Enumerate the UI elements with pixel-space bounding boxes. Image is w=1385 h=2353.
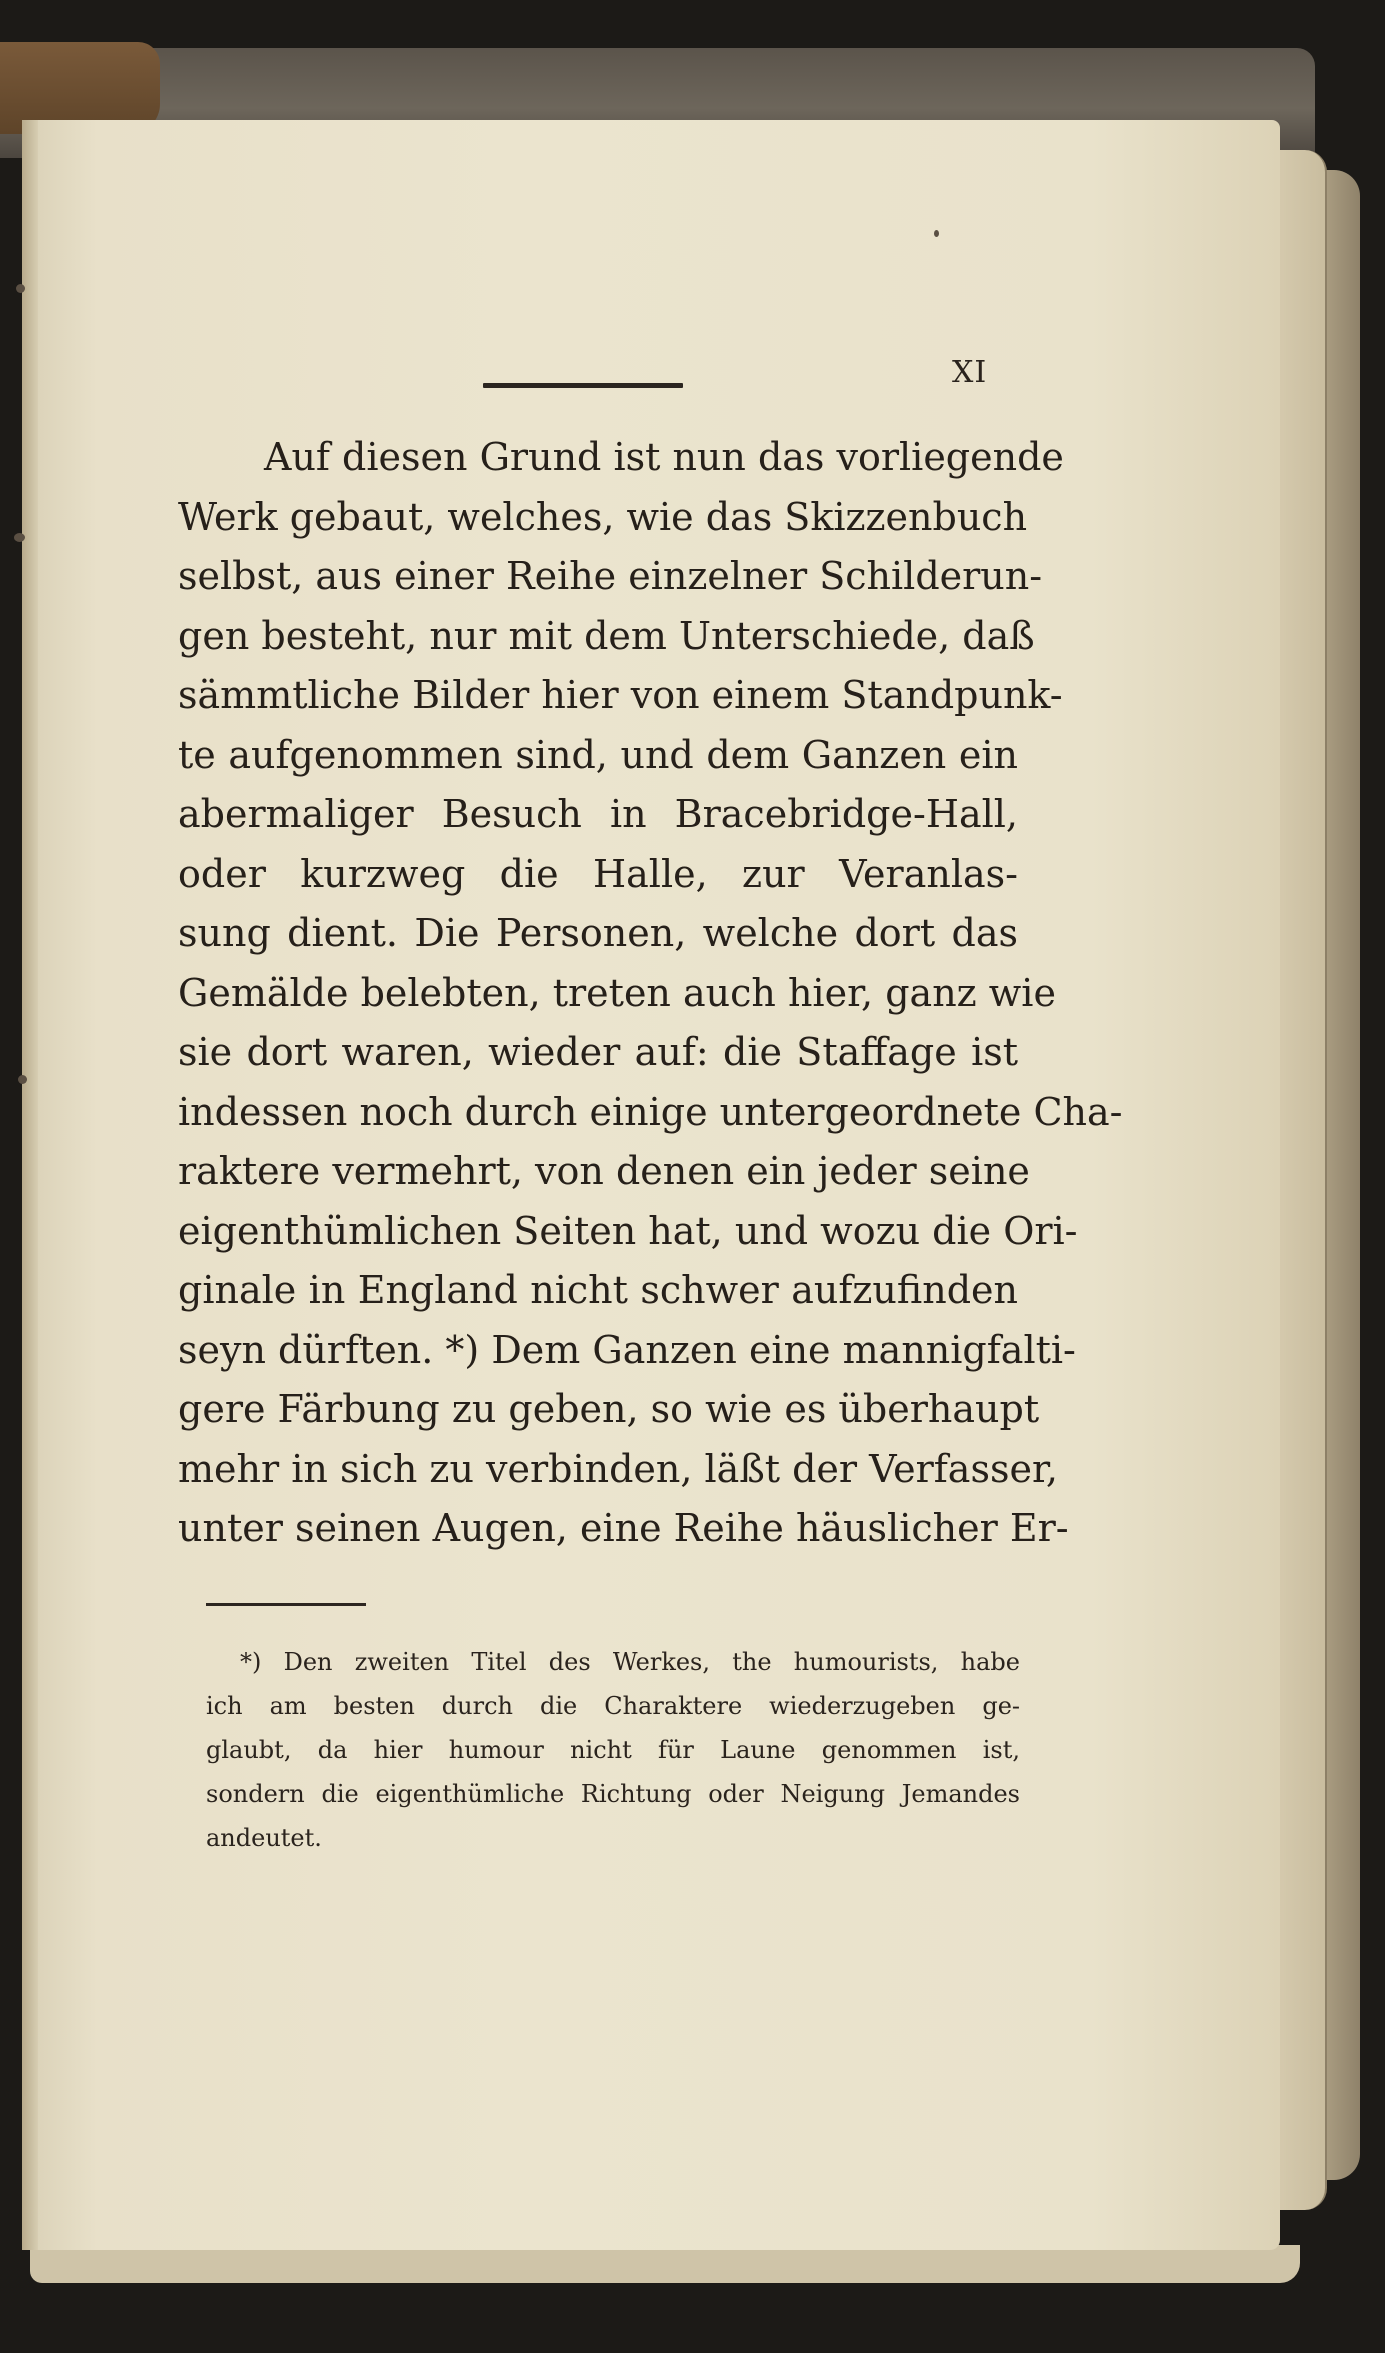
footnote-line: ich am besten durch die Charaktere wiederzugeben ge- bbox=[206, 1692, 1020, 1720]
paper-speck bbox=[934, 230, 939, 237]
text-line: selbst, aus einer Reihe einzelner Schilderun- bbox=[178, 554, 1043, 598]
margin-speck bbox=[14, 533, 25, 542]
text-line: ginale in England nicht schwer aufzufinden bbox=[178, 1268, 1018, 1312]
page-gutter bbox=[22, 120, 38, 2250]
footnote-line: andeutet. bbox=[206, 1824, 322, 1852]
text-line: sung dient. Die Personen, welche dort das bbox=[178, 911, 1018, 955]
text-line: sie dort waren, wieder auf: die Staffage ist bbox=[178, 1030, 1018, 1074]
page-number: XI bbox=[952, 355, 988, 390]
margin-speck bbox=[18, 1075, 27, 1084]
footnote bbox=[206, 1640, 1020, 1860]
footnote-line: glaubt, da hier humour nicht für Laune genommen ist, bbox=[206, 1736, 1020, 1764]
margin-speck bbox=[16, 284, 25, 293]
page-bottom-edge bbox=[30, 2245, 1300, 2283]
text-line: oder kurzweg die Halle, zur Veranlas- bbox=[178, 851, 1018, 896]
text-line: gere Färbung zu geben, so wie es überhaupt bbox=[178, 1387, 1040, 1431]
footnote-rule bbox=[206, 1603, 366, 1606]
text-line: raktere vermehrt, von denen ein jeder seine bbox=[178, 1149, 1030, 1193]
text-line: mehr in sich zu verbinden, läßt der Verfasser, bbox=[178, 1446, 1059, 1491]
body-text bbox=[178, 428, 1123, 1559]
text-line: unter seinen Augen, eine Reihe häuslicher Er- bbox=[178, 1506, 1069, 1550]
text-line: gen besteht, nur mit dem Unterschiede, daß bbox=[178, 613, 1035, 658]
text-line: te aufgenommen sind, und dem Ganzen ein bbox=[178, 732, 1018, 777]
header-rule bbox=[483, 383, 683, 388]
text-line: seyn dürften. *) Dem Ganzen eine mannigfalti- bbox=[178, 1327, 1076, 1372]
text-line: eigenthümlichen Seiten hat, und wozu die Ori- bbox=[178, 1208, 1078, 1253]
footnote-line: *) Den zweiten Titel des Werkes, the humourists, habe bbox=[240, 1648, 1020, 1676]
text-line: Gemälde belebten, treten auch hier, ganz wie bbox=[178, 970, 1056, 1015]
text-line: indessen noch durch einige untergeordnete Cha- bbox=[178, 1089, 1123, 1134]
text-line: sämmtliche Bilder hier von einem Standpunk- bbox=[178, 673, 1063, 717]
footnote-line: sondern die eigenthümliche Richtung oder Neigung Jemandes bbox=[206, 1780, 1020, 1808]
text-line: Auf diesen Grund ist nun das vorliegende bbox=[264, 435, 1064, 479]
text-line: Werk gebaut, welches, wie das Skizzenbuch bbox=[178, 494, 1028, 539]
text-line: abermaliger Besuch in Bracebridge-Hall, bbox=[178, 792, 1018, 836]
